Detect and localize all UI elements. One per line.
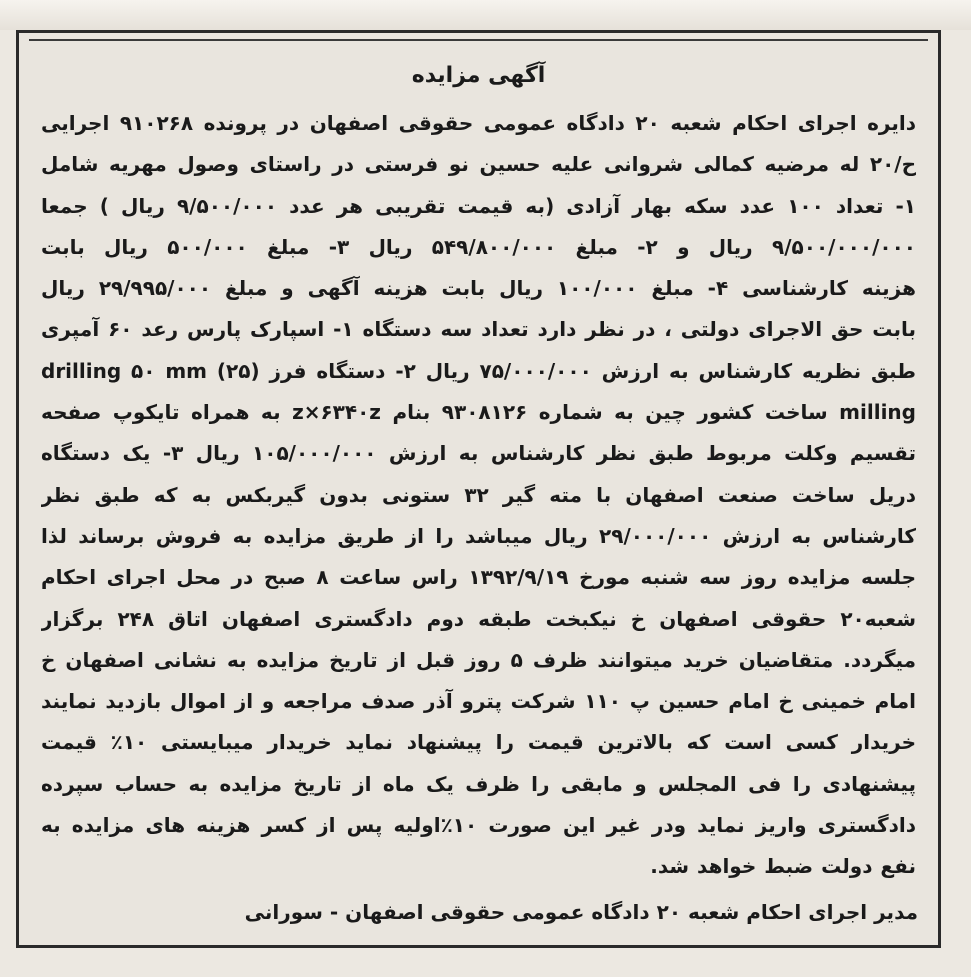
notice-line: کارشناس به ارزش ۲۹/۰۰۰/۰۰۰ ریال میباشد را از طریق مزایده به فروش برساند لذا	[41, 523, 916, 548]
notice-line: ۹/۵۰۰/۰۰۰/۰۰۰ ریال و ۲- مبلغ ۵۴۹/۸۰۰/۰۰۰ ریال ۳- مبلغ ۵۰۰/۰۰۰ ریال بابت	[41, 234, 916, 259]
notice-frame	[16, 30, 941, 948]
notice-signature: مدیر اجرای احکام شعبه ۲۰ دادگاه عمومی حقوقی اصفهان - سورانی	[244, 900, 918, 924]
notice-line: امام خمینی خ امام حسین پ ۱۱۰ شرکت پترو آذر صدف مراجعه و از اموال بازدید نمایند	[41, 689, 916, 714]
notice-body	[41, 103, 916, 888]
notice-line: میگردد. متقاضیان خرید میتوانند ظرف ۵ روز قبل از تاریخ مزایده به نشانی اصفهان خ	[41, 647, 916, 672]
notice-line: ۱- تعداد ۱۰۰ عدد سکه بهار آزادی (به قیمت تقریبی هر عدد ۹/۵۰۰/۰۰۰ ریال ) جمعا	[41, 193, 916, 218]
top-rule	[29, 39, 928, 41]
notice-line: نفع دولت ضبط خواهد شد.	[650, 854, 916, 879]
notice-line: دادگستری واریز نماید ودر غیر این صورت ۱۰٪اولیه پس از کسر هزینه های مزایده به	[41, 813, 916, 838]
notice-line: طبق نظریه کارشناس به ارزش ۷۵/۰۰۰/۰۰۰ ریال ۲- دستگاه فرز drilling ۵۰ mm (۲۵)	[41, 358, 916, 383]
notice-line: پیشنهادی را فی المجلس و مابقی را ظرف یک ماه از تاریخ مزایده به حساب سپرده	[41, 771, 916, 796]
notice-line: هزینه کارشناسی ۴- مبلغ ۱۰۰/۰۰۰ ریال بابت هزینه آگهی و مبلغ ۲۹/۹۹۵/۰۰۰ ریال	[41, 276, 916, 301]
notice-line: خریدار کسی است که بالاترین قیمت را پیشنهاد نماید خریدار میبایستی ۱۰٪ قیمت	[41, 730, 916, 755]
notice-line: دایره اجرای احکام شعبه ۲۰ دادگاه عمومی حقوقی اصفهان در پرونده ۹۱۰۲۶۸ اجرایی	[41, 111, 916, 135]
notice-line: milling ساخت کشور چین به شماره ۹۳۰۸۱۲۶ بنام z×۶۳۴۰z به همراه تایکوپ صفحه	[41, 400, 916, 425]
notice-line: جلسه مزایده روز سه شنبه مورخ ۱۳۹۲/۹/۱۹ راس ساعت ۸ صبح در محل اجرای احکام	[41, 565, 916, 590]
notice-line: ح/۲۰ له مرضیه کمالی شروانی علیه حسین نو فرستی در راستای وصول مهریه شامل	[41, 152, 916, 177]
notice-line: بابت حق الاجرای دولتی ، در نظر دارد تعداد سه دستگاه ۱- اسپارک پارس رعد ۶۰ آمپری	[41, 317, 916, 342]
notice-line: تقسیم وکلت مربوط طبق نظر کارشناس به ارزش ۱۰۵/۰۰۰/۰۰۰ ریال ۳- یک دستگاه	[41, 441, 916, 466]
notice-title: آگهی مزایده	[411, 63, 546, 88]
notice-line: شعبه۲۰ حقوقی اصفهان خ نیکبخت طبقه دوم دادگستری اصفهان اتاق ۲۴۸ برگزار	[41, 606, 916, 631]
page-top-margin	[0, 0, 971, 30]
notice-line: دریل ساخت صنعت اصفهان با مته گیر ۳۲ ستونی بدون گیربکس به که طبق نظر	[41, 482, 916, 507]
